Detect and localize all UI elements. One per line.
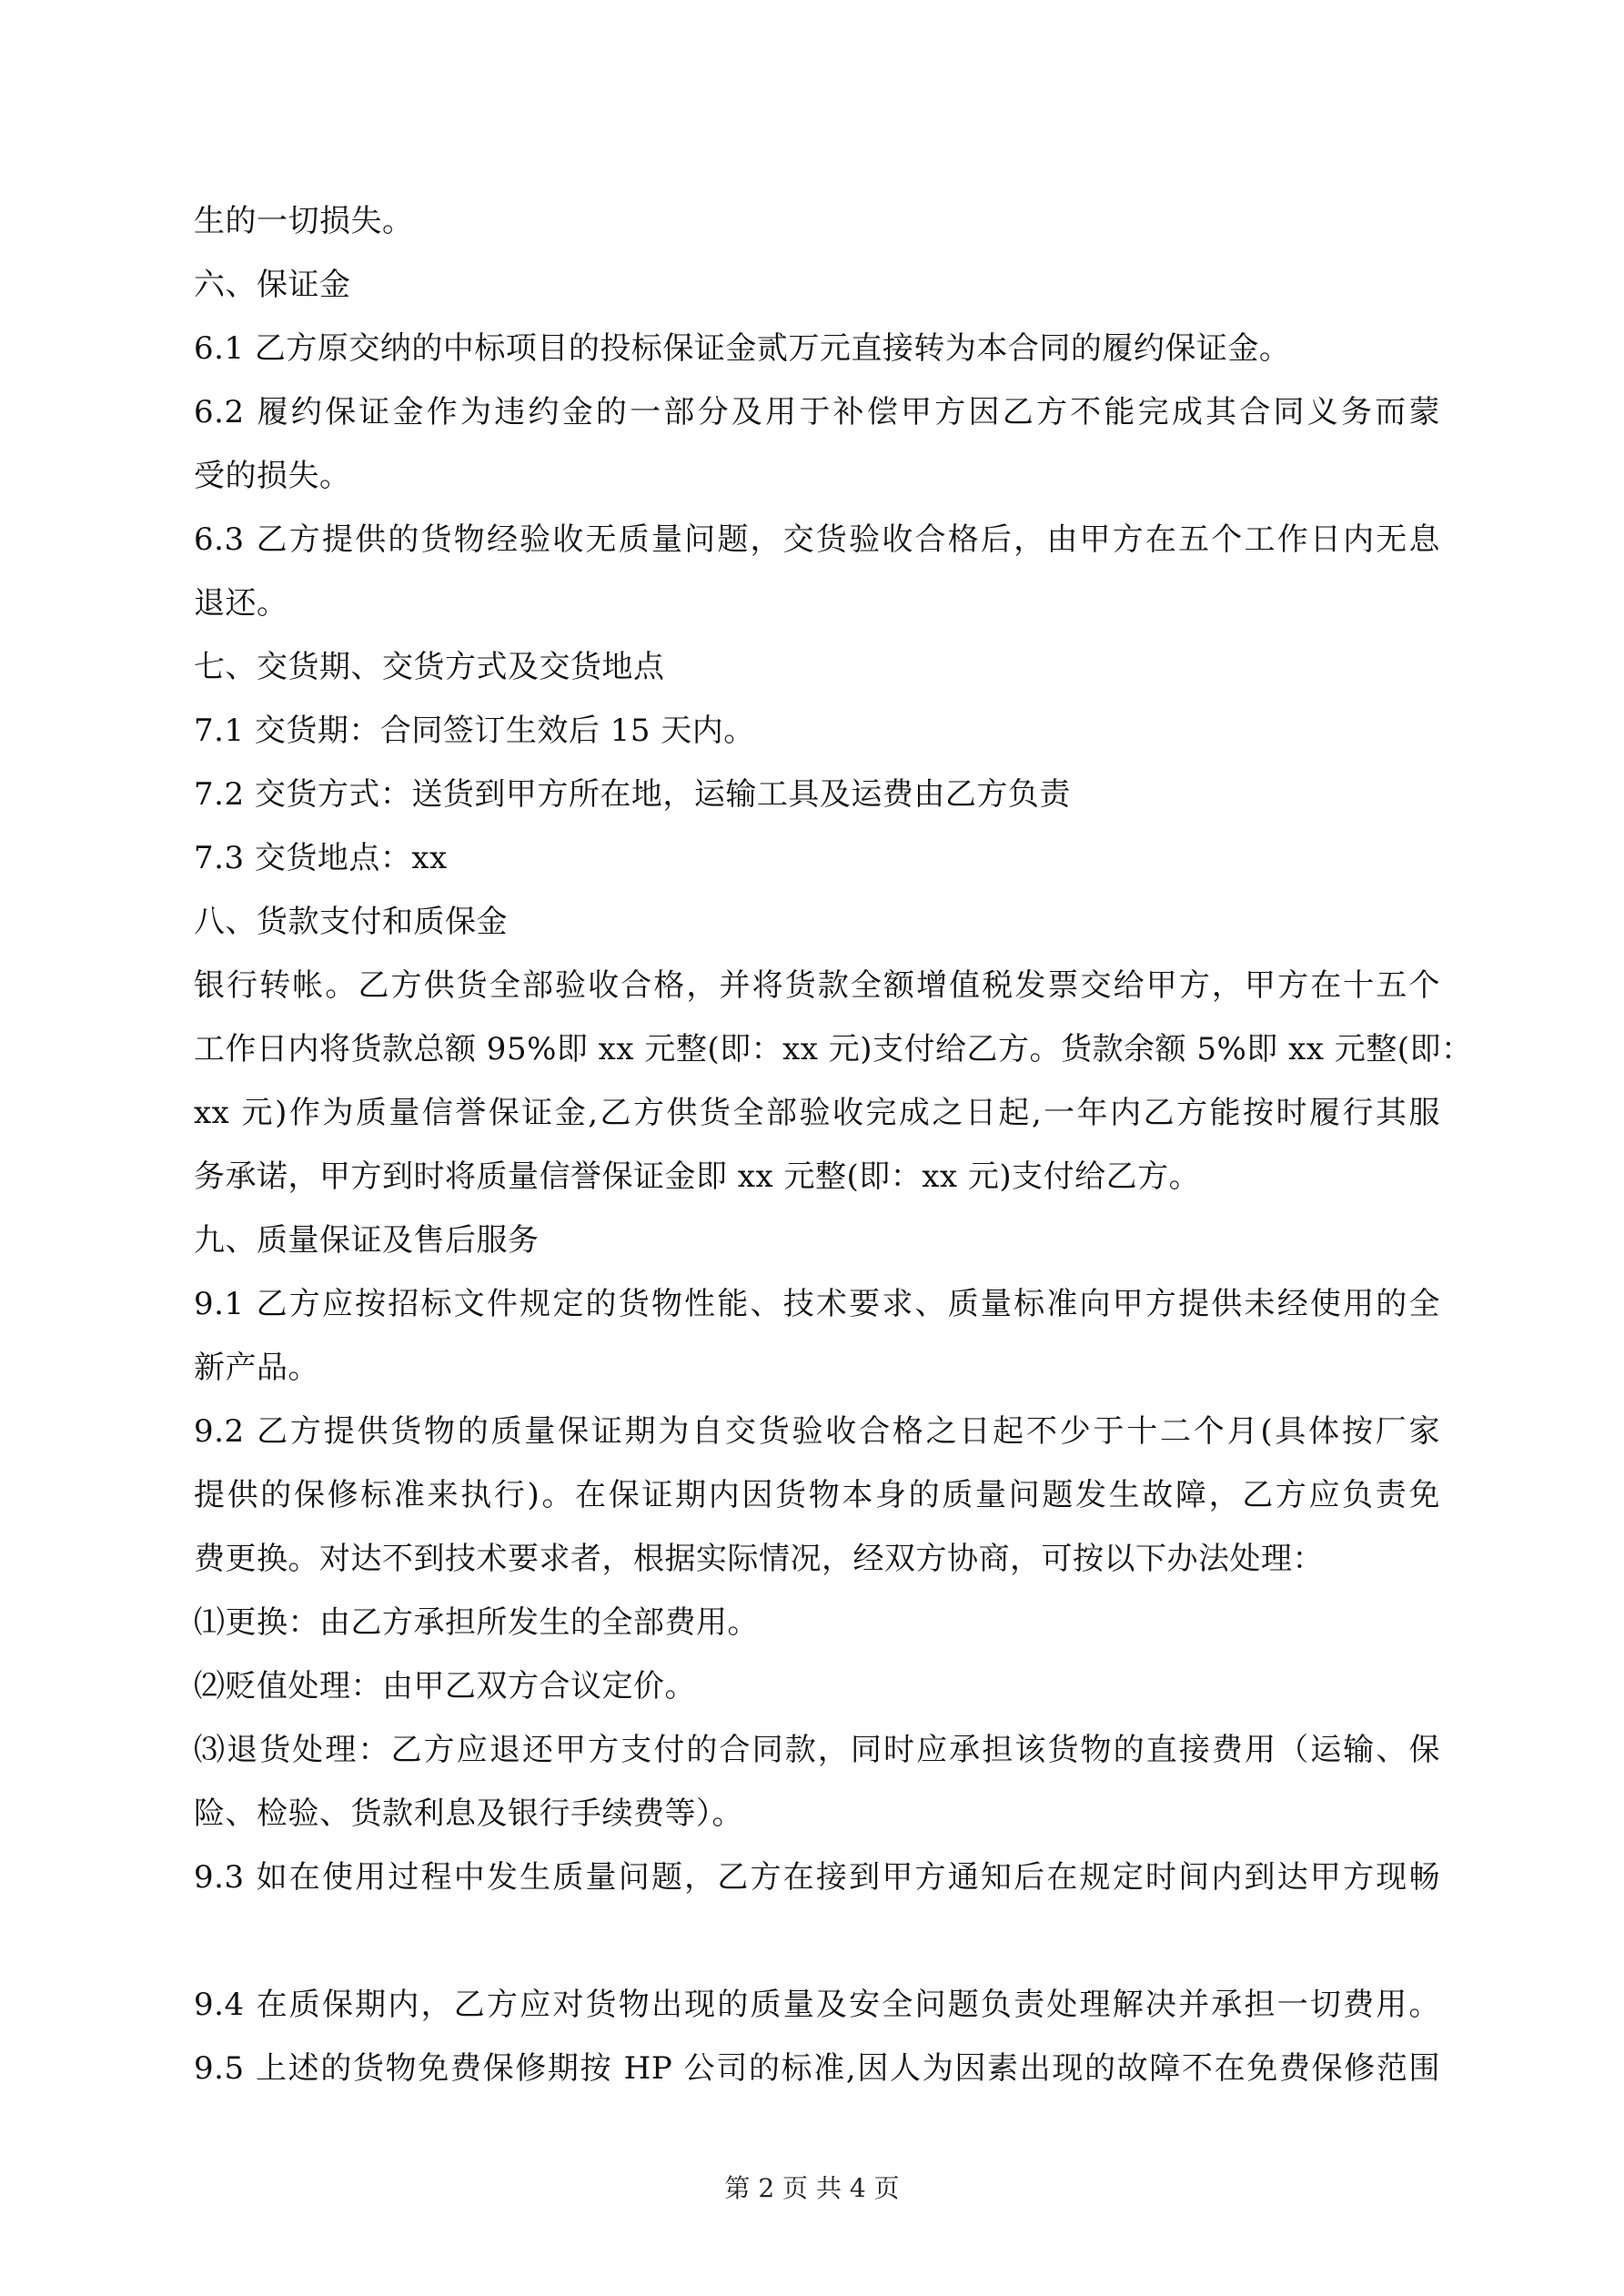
text-line: 费更换。对达不到技术要求者，根据实际情况，经双方协商，可按以下办法处理： [194,1541,1324,1577]
text-line: 退还。 [194,585,288,622]
section-heading-6: 六、保证金 [194,267,351,303]
blank-line [194,1909,1440,1973]
section-heading-8: 八、货款支付和质保金 [194,904,508,940]
clause-6-1: 6.1 乙方原交纳的中标项目的投标保证金贰万元直接转为本合同的履约保证金。 [194,330,1291,367]
document-body [194,189,1473,2100]
clause-9-3: 9.3 如在使用过程中发生质量问题，乙方在接到甲方通知后在规定时间内到达甲方现畅 [194,1859,1440,1896]
clause-6-2: 6.2 履约保证金作为违约金的一部分及用于补偿甲方因乙方不能完成其合同义务而蒙 [194,394,1440,430]
option-depreciate: ⑵贬值处理：由甲乙双方合议定价。 [194,1668,696,1704]
payment-paragraph: 银行转帐。乙方供货全部验收合格，并将货款全额增值税发票交给甲方，甲方在十五个 [194,967,1440,1004]
clause-7-2: 7.2 交货方式：送货到甲方所在地，运输工具及运费由乙方负责 [194,776,1071,813]
option-return: ⑶退货处理：乙方应退还甲方支付的合同款，同时应承担该货物的直接费用（运输、保 [194,1732,1440,1768]
text-line: 受的损失。 [194,458,351,494]
text-line: 险、检验、货款利息及银行手续费等）。 [194,1795,743,1832]
clause-9-4: 9.4 在质保期内，乙方应对货物出现的质量及安全问题负责处理解决并承担一切费用。 [194,1987,1440,2023]
section-heading-7: 七、交货期、交货方式及交货地点 [194,649,665,685]
text-line: 工作日内将货款总额 95%即 xx 元整(即：xx 元)支付给乙方。货款余额 5%即 xx 元整(即： [194,1031,1473,1067]
text-line: 务承诺，甲方到时将质量信誉保证金即 xx 元整(即：xx 元)支付给乙方。 [194,1158,1201,1195]
text-line: 新产品。 [194,1350,319,1386]
clause-7-1: 7.1 交货期：合同签订生效后 15 天内。 [194,713,755,749]
section-heading-9: 九、质量保证及售后服务 [194,1222,540,1259]
option-replace: ⑴更换：由乙方承担所发生的全部费用。 [194,1604,759,1641]
clause-9-1: 9.1 乙方应按招标文件规定的货物性能、技术要求、质量标准向甲方提供未经使用的全 [194,1286,1440,1322]
text-line: 提供的保修标准来执行)。在保证期内因货物本身的质量问题发生故障，乙方应负责免 [194,1477,1440,1513]
text-line: 生的一切损失。 [194,203,414,239]
text-line: xx 元)作为质量信誉保证金,乙方供货全部验收完成之日起,一年内乙方能按时履行其服 [194,1095,1440,1131]
clause-9-2: 9.2 乙方提供货物的质量保证期为自交货验收合格之日起不少于十二个月(具体按厂家 [194,1413,1440,1450]
clause-7-3: 7.3 交货地点：xx [194,840,448,876]
clause-6-3: 6.3 乙方提供的货物经验收无质量问题，交货验收合格后，由甲方在五个工作日内无息 [194,521,1440,558]
page-footer: 第 2 页 共 4 页 [724,2173,900,2203]
clause-9-5: 9.5 上述的货物免费保修期按 HP 公司的标准,因人为因素出现的故障不在免费保修范围 [194,2050,1440,2087]
